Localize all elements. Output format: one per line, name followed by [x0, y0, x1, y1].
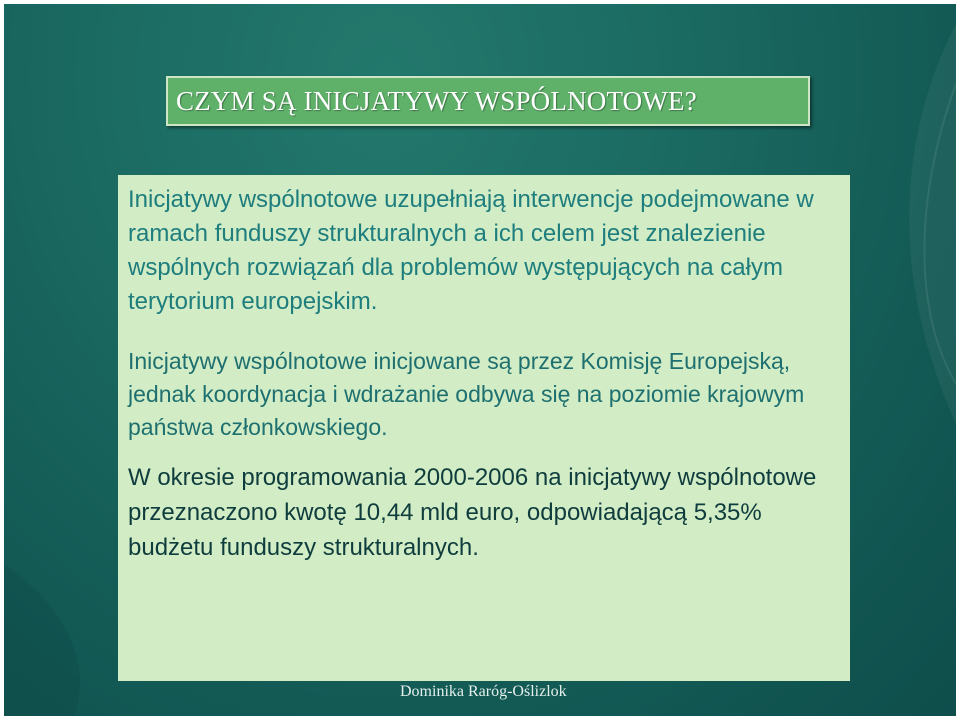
paragraph-3: W okresie programowania 2000-2006 na inicjatywy wspólnotowe przeznaczono kwotę 10,44 mld euro, odpowiadającą 5,35% budżetu funduszy strukturalnych. — [128, 464, 817, 561]
paragraph-1: Inicjatywy wspólnotowe uzupełniają interwencje podejmowane w ramach funduszy strukturalnych a ich celem jest znalezienie wspólnych rozwiązań dla problemów występujących na całym terytorium europejskim. — [128, 186, 814, 315]
title-box — [166, 76, 810, 126]
paragraph-2: Inicjatywy wspólnotowe inicjowane są przez Komisję Europejską, jednak koordynacja i wdrażanie odbywa się na poziomie krajowym państwa członkowskiego. — [128, 348, 805, 440]
footer-author: Dominika Raróg-Oślizlok — [400, 683, 567, 700]
slide-title: CZYM SĄ INICJATYWY WSPÓLNOTOWE? — [176, 85, 697, 116]
slide — [4, 4, 956, 716]
content-box — [118, 175, 850, 681]
